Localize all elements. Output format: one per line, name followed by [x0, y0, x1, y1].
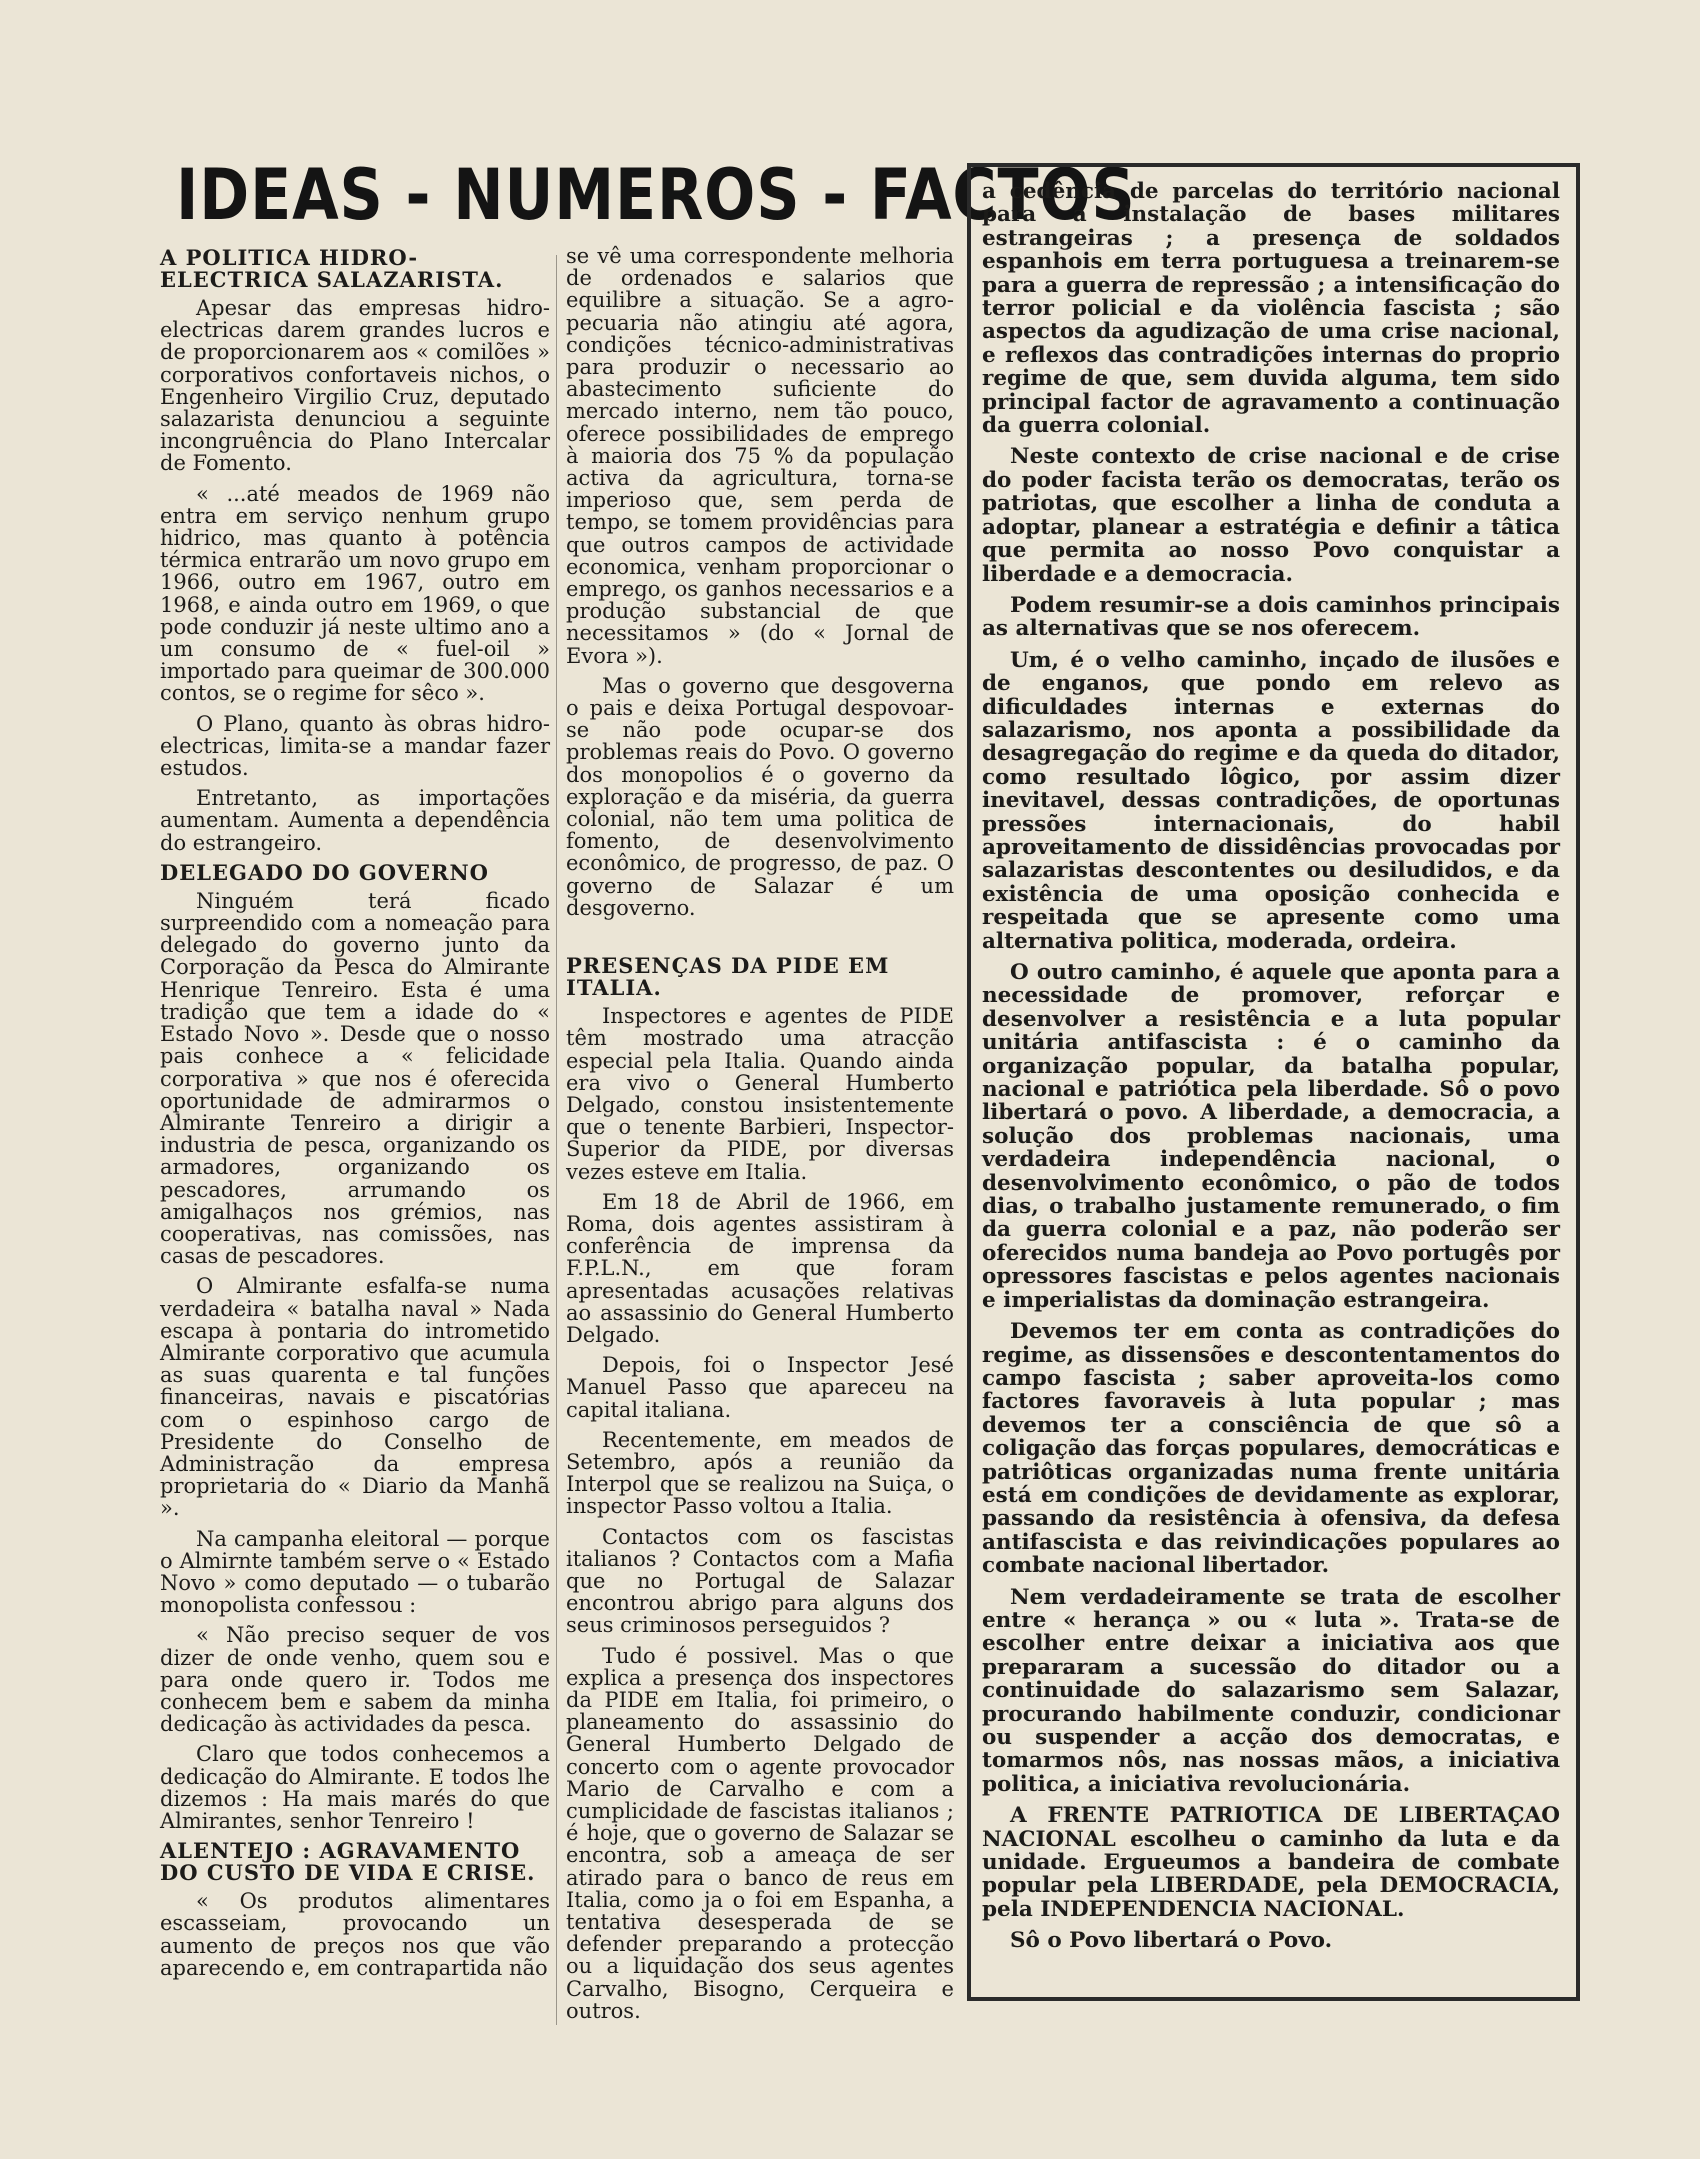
section-heading: A POLITICA HIDRO-ELECTRICA SALAZARISTA.: [160, 245, 504, 292]
paragraph: Inspectores e agentes de PIDE têm mostrado uma atracção especial pela Italia. Quando ainda era vivo o General Humberto Delgado, constou insistentemente que o tenente Barbieri, Inspector-Superior da PIDE, por diversas vezes esteve em Italia.: [566, 1004, 954, 1184]
paragraph: Na campanha eleitoral — porque o Almirnte também serve o « Estado Novo » como deputado — o tubarão monopolista confessou :: [160, 1526, 550, 1618]
paragraph: Mas o governo que desgoverna o pais e deixa Portugal despovoar-se não pode ocupar-se dos problemas reais do Povo. O governo dos monopolios é o governo da exploração e da miséria, da guerra colonial, não tem uma politica de fomento, de desenvolvimento econômico, de progresso, de paz. O governo de Salazar é um desgoverno.: [566, 673, 954, 920]
paragraph: O Plano, quanto às obras hidro-electricas, limita-se a mandar fazer estudos.: [160, 711, 550, 781]
section-heading: DELEGADO DO GOVERNO: [160, 859, 489, 885]
paragraph: Claro que todos conhecemos a dedicação do Almirante. E todos lhe dizemos : Ha mais marés do que Almirantes, senhor Tenreiro !: [160, 1742, 550, 1833]
column-left: [160, 247, 550, 1987]
paragraph: se vê uma correspondente melhoria de ordenados e salarios que equilibre a situação. Se a agro-pecuaria não atingiu até agora, condições técnico-administrativas para produzir o necessario ao abastecimento suficiente do mercado interno, nem tão pouco, oferece possibilidades de emprego à maioria dos 75 % da população activa da agricultura, torna-se imperioso que, sem perda de tempo, se tomem providências para que outros campos de actividade economica, venham proporcionar o emprego, os ganhos necessarios e a produção substancial de que necessitamos » (do « Jornal de Evora »).: [566, 244, 954, 668]
paragraph: Entretanto, as importações aumentam. Aumenta a dependência do estrangeiro.: [160, 786, 550, 855]
paragraph: « Os produtos alimentares escasseiam, provocando un aumento de preços nos que vão aparecendo e, em contrapartida não: [160, 1889, 550, 1980]
paragraph: Tudo é possivel. Mas o que explica a presença dos inspectores da PIDE em Italia, foi primeiro, o planeamento do assassinio do General Humberto Delgado de concerto com o agente provocador Mario de Carvalho e com a cumplicidade de fascistas italianos ; é hoje, que o governo de Salazar se encontra, sob a ameaça de ser atirado para o banco de reus em Italia, como ja o foi em Espanha, a tentativa desesperada de se defender preparando a protecção ou a liquidação dos seus agentes Carvalho, Bisogno, Cerqueira e outros.: [566, 1643, 954, 2023]
page-title: IDEAS - NUMEROS - FACTOS: [176, 154, 1136, 236]
paragraph: « ...até meados de 1969 não entra em serviço nenhum grupo hidrico, mas quanto à potência térmica entrarão um novo grupo em 1966, outro em 1967, outro em 1968, e ainda outro em 1969, o que pode conduzir já neste ultimo ano a um consumo de « fuel-oil » importado para queimar de 300.000 contos, se o regime for sêco ».: [160, 481, 550, 706]
paragraph: « Não preciso sequer de vos dizer de onde venho, quem sou e para onde quero ir. Todos me conhecem bem e sabem da minha dedicação às actividades da pesca.: [160, 1623, 550, 1737]
paragraph: a cedência de parcelas do território nacional para a instalação de bases militares estrangeiras ; a presença de soldados espanhois em terra portuguesa a treinarem-se para a guerra de repressão ; a intensificação do terror policial e da violência fascista ; são aspectos da agudização de uma crise nacional, e reflexos das contradições internas do proprio regime de que, sem duvida alguma, tem sido principal factor de agravamento a continuação da guerra colonial.: [982, 179, 1560, 439]
paragraph: Em 18 de Abril de 1966, em Roma, dois agentes assistiram à conferência de imprensa da F.P.L.N., em que foram apresentadas acusações relativas ao assassinio do General Humberto Delgado.: [566, 1189, 954, 1347]
closing-slogan: Sô o Povo libertará o Povo.: [1010, 1928, 1333, 1954]
paragraph: Nem verdadeiramente se trata de escolher entre « herança » ou « luta ». Trata-se de escolher entre deixar a iniciativa aos que prepararam a sucessão do ditador ou a continuidade do salazarismo sem Salazar, procurando habilmente conduzir, condicionar ou suspender a acção dos democratas, e tomarmos nôs, nas nossas mãos, a iniciativa politica, a iniciativa revolucionária.: [982, 1584, 1560, 1797]
paragraph: Podem resumir-se a dois caminhos principais as alternativas que se nos oferecem.: [982, 592, 1560, 642]
paragraph: O Almirante esfalfa-se numa verdadeira « batalha naval » Nada escapa à pontaria do intrometido Almirante corporativo que acumula as suas quarenta e tal funções financeiras, navais e piscatórias com o espinhoso cargo de Presidente do Conselho de Administração da empresa proprietaria do « Diario da Manhã ».: [160, 1274, 550, 1521]
column-divider: [556, 255, 557, 2025]
paragraph: Neste contexto de crise nacional e de crise do poder facista terão os democratas, terão os patriotas, que escolher a linha de conduta a adoptar, planear a estratégia e definir a tâtica que permita ao nosso Povo conquistar a liberdade e a democracia.: [982, 444, 1560, 587]
paragraph: Contactos com os fascistas italianos ? Contactos com a Mafia que no Portugal de Salazar encontrou abrigo para alguns dos seus criminosos perseguidos ?: [566, 1524, 954, 1638]
paragraph: Depois, foi o Inspector Jesé Manuel Passo que apareceu na capital italiana.: [566, 1353, 954, 1422]
boxed-article: [982, 180, 1560, 1961]
paragraph: Ninguém terá ficado surpreendido com a nomeação para delegado do governo junto da Corporação da Pesca do Almirante Henrique Tenreiro. Esta é uma tradição que tem a idade do « Estado Novo ». Desde que o nosso pais conhece a « felicidade corporativa » que nos é oferecida oportunidade de admirarmos o Almirante Tenreiro a dirigir a industria de pesca, organizando os armadores, organizando os pescadores, arrumando os amigalhaços nos grémios, nas cooperativas, nas comissões, nas casas de pescadores.: [160, 888, 550, 1269]
paragraph: Recentemente, em meados de Setembro, após a reunião da Interpol que se realizou na Suiça, o inspector Passo voltou a Italia.: [566, 1427, 954, 1519]
section-heading: PRESENÇAS DA PIDE EM ITALIA.: [566, 953, 890, 1001]
paragraph: Apesar das empresas hidro-electricas darem grandes lucros e de proporcionarem aos « comilões » corporativos confortaveis nichos, o Engenheiro Virgilio Cruz, deputado salazarista denunciou a seguinte incongruência do Plano Intercalar de Fomento.: [160, 296, 550, 476]
paragraph: Devemos ter em conta as contradições do regime, as dissensões e descontentamentos do campo fascista ; saber aproveita-los como factores favoraveis à luta popular ; mas devemos ter a consciência de que sô a coligação das forças populares, democráticas e patriôticas organizadas numa frente unitária está em condições de devidamente as explorar, passando da resistência à ofensiva, da defesa antifascista e das reivindicações populares ao combate nacional libertador.: [982, 1319, 1560, 1579]
paragraph: O outro caminho, é aquele que aponta para a necessidade de promover, reforçar e desenvolver a resistência e a luta popular unitária antifascista : é o caminho da organização popular, da batalha popular, nacional e patriótica pela liberdade. Sô o povo libertará o povo. A liberdade, a democracia, a solução dos problemas nacionais, uma verdadeira independência nacional, o desenvolvimento econômico, o pão de todos dias, o trabalho justamente remunerado, o fim da guerra colonial e a paz, não poderão ser oferecidos numa bandeja ao Povo portugês por opressores fascistas e pelos agentes nacionais e imperialistas da dominação estrangeira.: [982, 960, 1560, 1313]
section-heading: ALENTEJO : AGRAVAMENTO DO CUSTO DE VIDA E CRISE.: [160, 1838, 536, 1886]
paragraph: A FRENTE PATRIOTICA DE LIBERTAÇAO NACIONAL escolheu o caminho da luta e da unidade. Ergueumos a bandeira de combate popular pela LIBERDADE, pela DEMOCRACIA, pela INDEPENDENCIA NACIONAL.: [982, 1803, 1560, 1922]
paragraph: Um, é o velho caminho, inçado de ilusões e de enganos, que pondo em relevo as dificuldades internas e externas do salazarismo, nos aponta a possibilidade da desagregação do regime e da queda do ditador, como resultado lôgico, por assim dizer inevitavel, dessas contradições, de oportunas pressões internacionais, do habil aproveitamento de dissidências provocadas por salazaristas descontentes ou desiludidos, e da existência de uma oposição conhecida e respeitada que se apresente como uma alternativa politica, moderada, ordeira.: [982, 647, 1560, 954]
column-middle: [566, 245, 954, 2030]
spacer: [566, 927, 954, 955]
